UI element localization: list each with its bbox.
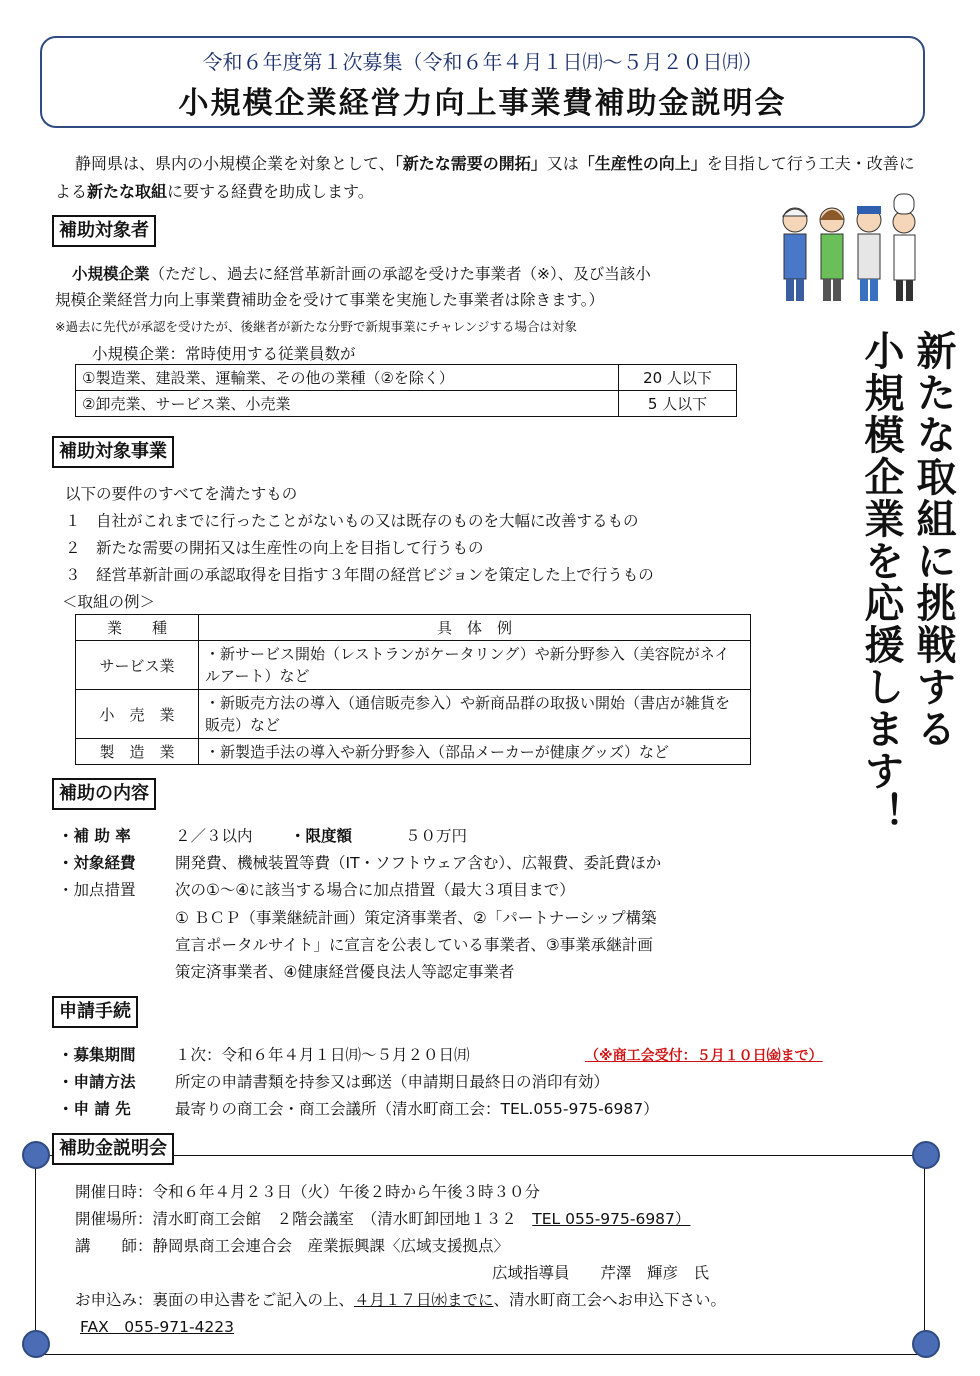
table-cell: ・新販売方法の導入（通信販売参入）や新商品群の取扱い開始（書店が雑貨を販売）など: [199, 690, 751, 739]
limit-value: ５０万円: [405, 827, 468, 845]
section-heading-content: 補助の内容: [52, 778, 156, 810]
worker-figure-3: [857, 206, 881, 301]
examples-caption: ＜取組の例＞: [62, 593, 156, 611]
table-header: 具 体 例: [199, 615, 751, 641]
examples-table: [75, 614, 751, 765]
seminar-lecturer: 講 師：静岡県商工会連合会 産業振興課〈広域支援拠点〉: [75, 1237, 510, 1255]
dest-label: ・申 請 先: [58, 1100, 131, 1118]
page-title: 小規模企業経営力向上事業費補助金説明会: [178, 86, 787, 121]
section-heading-target: 補助対象者: [52, 215, 156, 247]
table-cell: サービス業: [76, 641, 199, 690]
worker-figure-2: [820, 208, 844, 301]
project-lead: 以下の要件のすべてを満たすもの: [65, 485, 298, 503]
table-cell: ・新製造手法の導入や新分野参入（部品メーカーが健康グッズ）など: [199, 739, 751, 765]
rate-label: ・補 助 率: [58, 827, 131, 845]
dest-value: 最寄りの商工会・商工会議所（清水町商工会：TEL.055-975-6987）: [175, 1100, 659, 1118]
worker-figure-4: [893, 194, 915, 301]
bonus-line-1: ① ＢＣＰ（事業継続計画）策定済事業者、②「パートナーシップ構築: [175, 909, 657, 927]
table-row: [76, 739, 751, 765]
rate-value: ２／３以内: [175, 827, 253, 845]
cost-value: 開発費、機械装置等費（IT・ソフトウェア含む）、広報費、委託費ほか: [175, 854, 662, 872]
seminar-lecturer-name: 広域指導員 芹澤 輝彦 氏: [492, 1264, 710, 1282]
table-cell: 製 造 業: [76, 739, 199, 765]
target-lead: 小規模企業（ただし、過去に経営革新計画の承認を受けた事業者（※）、及び当該小: [72, 265, 651, 283]
seminar-date: 開催日時：令和６年４月２３日（火）午後２時から午後３時３０分: [75, 1183, 541, 1201]
period-value: １次：令和６年４月１日㈪～５月２０日㈪: [175, 1046, 470, 1064]
header-subtitle: 令和６年度第１次募集（令和６年４月１日㈪～５月２０日㈪）: [202, 50, 763, 74]
period-label: ・募集期間: [58, 1046, 136, 1064]
section-heading-apply: 申請手続: [52, 996, 138, 1028]
table-row: [76, 641, 751, 690]
seminar-apply: お申込み：裏面の申込書をご記入の上、４月１７日㈬までに、清水町商工会へお申込下さい。: [75, 1291, 727, 1309]
section-heading-seminar: 補助金説明会: [52, 1133, 174, 1165]
worker-figure-1: [783, 208, 807, 301]
table-cell: ②卸売業、サービス業、小売業: [76, 391, 619, 417]
table-cell: ①製造業、建設業、運輸業、その他の業種（②を除く）: [76, 365, 619, 391]
project-item-1: １ 自社がこれまでに行ったことがないもの又は既存のものを大幅に改善するもの: [65, 512, 639, 530]
seminar-place: 開催場所：清水町商工会館 ２階会議室 （清水町卸団地１３２ TEL 055-975-6987）: [75, 1210, 691, 1228]
limit-label: ・限度額: [290, 827, 353, 845]
method-value: 所定の申請書類を持参又は郵送（申請期日最終日の消印有効）: [175, 1073, 610, 1091]
bonus-line-3: 策定済事業者、④健康経営優良法人等認定事業者: [175, 963, 515, 981]
workers-illustration: [770, 190, 920, 305]
table-header: 業 種: [76, 615, 199, 641]
seminar-fax: FAX 055-971-4223: [80, 1318, 235, 1336]
bonus-label: ・加点措置: [58, 881, 136, 899]
target-line2: 規模企業経営力向上事業費補助金を受けて事業を実施した事業者は除きます。）: [55, 291, 605, 309]
table-row: [76, 615, 751, 641]
slogan-line-1: 新たな取組に挑戦する: [910, 330, 956, 750]
table-cell: ・新サービス開始（レストランがケータリング）や新分野参入（美容院がネイルアート）など: [199, 641, 751, 690]
section-heading-project: 補助対象事業: [52, 436, 174, 468]
project-item-2: ２ 新たな需要の開拓又は生産性の向上を目指して行うもの: [65, 539, 484, 557]
header-box: [40, 36, 925, 128]
target-note: ※過去に先代が承認を受けたが、後継者が新たな分野で新規事業にチャレンジする場合は対象: [55, 319, 577, 334]
period-note: （※商工会受付：５月１０日㈮まで）: [585, 1048, 823, 1064]
vertical-slogan: [835, 330, 955, 930]
table-cell: 20 人以下: [619, 365, 737, 391]
bonus-value: 次の①～④に該当する場合に加点措置（最大３項目まで）: [175, 881, 575, 899]
corner-dot-icon: [912, 1330, 940, 1358]
method-label: ・申請方法: [58, 1073, 136, 1091]
table-row: [76, 690, 751, 739]
corner-dot-icon: [22, 1141, 50, 1169]
table-cell: 5 人以下: [619, 391, 737, 417]
intro-paragraph: 静岡県は、県内の小規模企業を対象として、「新たな需要の開拓」又は「生産性の向上」を目指して行う工夫・改善による新たな取組に要する経費を助成します。: [55, 154, 915, 201]
target-table-caption: 小規模企業：常時使用する従業員数が: [92, 345, 356, 363]
bonus-line-2: 宣言ポータルサイト」に宣言を公表している事業者、③事業承継計画: [175, 936, 653, 954]
cost-label: ・対象経費: [58, 854, 136, 872]
project-item-3: ３ 経営革新計画の承認取得を目指す３年間の経営ビジョンを策定した上で行うもの: [65, 566, 654, 584]
corner-dot-icon: [22, 1330, 50, 1358]
table-cell: 小 売 業: [76, 690, 199, 739]
corner-dot-icon: [912, 1141, 940, 1169]
employee-table: [75, 364, 737, 417]
table-row: [76, 391, 737, 417]
slogan-line-2: 小規模企業を応援します！: [858, 330, 904, 834]
table-row: [76, 365, 737, 391]
